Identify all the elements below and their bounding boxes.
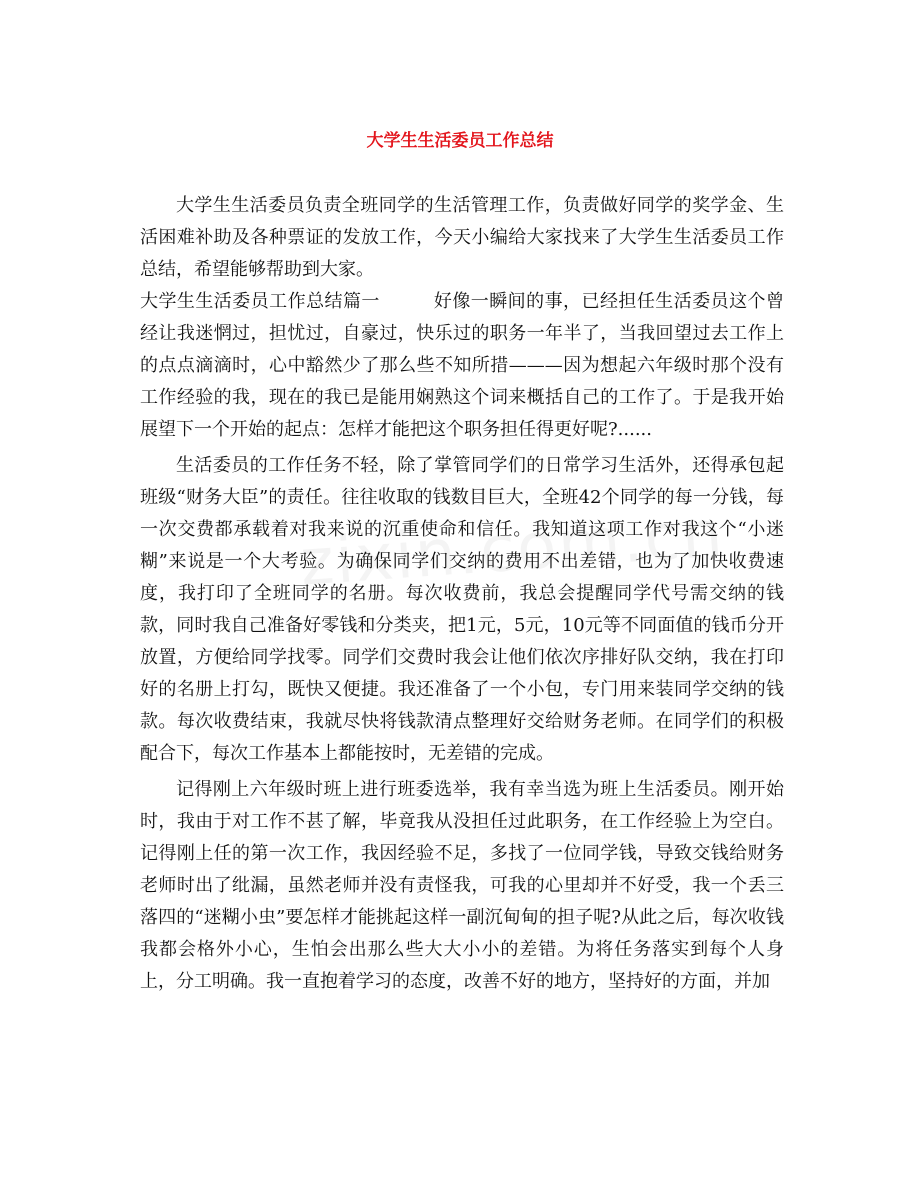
section-first-text: 好像一瞬间的事，已经担任生活委员这个曾经让我迷惘过，担忧过，自豪过，快乐过的职务一年半了，当我回望过去工作上的点点滴滴时，心中豁然少了那么些不知所措———因为想起六年级时那个没有工作经验的我，现在的我已是能用娴熟这个词来概括自己的工作了。于是我开始展望下一个开始的起点：怎样才能把这个职务担任得更好呢?...... bbox=[140, 291, 785, 440]
paragraph-3: 记得刚上六年级时班上进行班委选举，我有幸当选为班上生活委员。刚开始时，我由于对工作不甚了解，毕竟我从没担任过此职务，在工作经验上为空白。记得刚上任的第一次工作，我因经验不足，多找了一位同学钱，导致交钱给财务老师时出了纰漏，虽然老师并没有责怪我，可我的心里却并不好受，我一个丢三落四的“迷糊小虫”要怎样才能挑起这样一副沉甸甸的担子呢?从此之后，每次收钱我都会格外小心，生怕会出那么些大大小小的差错。为将任务落实到每个人身上，分工明确。我一直抱着学习的态度，改善不好的地方，坚持好的方面，并加 bbox=[140, 779, 784, 992]
intro-paragraph: 大学生生活委员负责全班同学的生活管理工作，负责做好同学的奖学金、生活困难补助及各种票证的发放工作，今天小编给大家找来了大学生生活委员工作总结，希望能够帮助到大家。 bbox=[140, 195, 784, 280]
section-heading: 大学生生活委员工作总结篇一 bbox=[140, 291, 380, 312]
document-title: 大学生生活委员工作总结 bbox=[366, 131, 554, 151]
paragraph-2: 生活委员的工作任务不轻，除了掌管同学们的日常学习生活外，还得承包起班级“财务大臣”的责任。往往收取的钱数目巨大，全班42个同学的每一分钱，每一次交费都承载着对我来说的沉重使命和信任。我知道这项工作对我这个“小迷糊”来说是一个大考验。为确保同学们交纳的费用不出差错，也为了加快收费速度，我打印了全班同学的名册。每次收费前，我总会提醒同学代号需交纳的钱款，同时我自己准备好零钱和分类夹，把1元，5元，10元等不同面值的钱币分开放置，方便给同学找零。同学们交费时我会让他们依次序排好队交纳，我在打印好的名册上打勾，既快又便捷。我还准备了一个小包，专门用来装同学交纳的钱款。每次收费结束，我就尽快将钱款清点整理好交给财务老师。在同学们的积极配合下，每次工作基本上都能按时，无差错的完成。 bbox=[140, 455, 784, 764]
section-one-paragraph bbox=[140, 286, 784, 446]
document-body bbox=[140, 190, 784, 998]
